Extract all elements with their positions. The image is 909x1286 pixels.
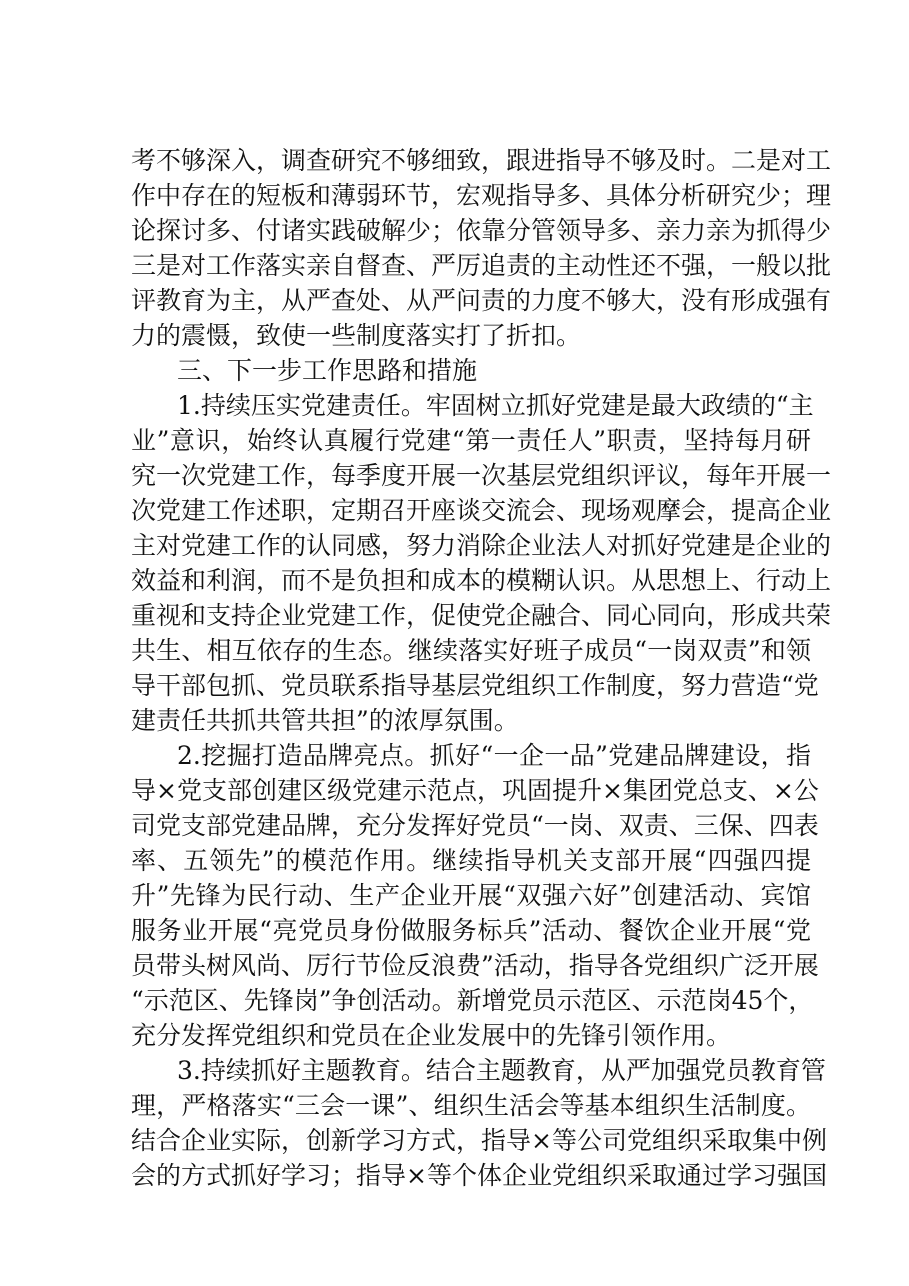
body-line: 主对党建工作的认同感，努力消除企业法人对抓好党建是企业的 bbox=[131, 531, 832, 560]
body-line: 3.持续抓好主题教育。结合主题教育，从严加强党员教育管 bbox=[177, 1056, 826, 1085]
body-line: “示范区、先锋岗”争创活动。新增党员示范区、示范岗45个， bbox=[131, 986, 814, 1015]
body-line: 导×党支部创建区级党建示范点，巩固提升×集团党总支、×公 bbox=[131, 776, 819, 805]
body-line: 共生、相互依存的生态。继续落实好班子成员“一岗双责”和领 bbox=[131, 636, 811, 665]
body-line: 1.持续压实党建责任。牢固树立抓好党建是最大政绩的“主 bbox=[177, 391, 814, 420]
body-line: 服务业开展“亮党员身份做服务标兵”活动、餐饮企业开展“党 bbox=[131, 916, 811, 945]
body-line: 论探讨多、付诸实践破解少；依靠分管领导多、亲力亲为抓得少 bbox=[131, 216, 832, 245]
body-line: 2.挖掘打造品牌亮点。抓好“一企一品”党建品牌建设，指 bbox=[177, 741, 811, 770]
body-line: 效益和利润，而不是负担和成本的模糊认识。从思想上、行动上 bbox=[131, 566, 832, 595]
body-line: 力的震慑，致使一些制度落实打了折扣。 bbox=[131, 321, 582, 350]
body-line: 理，严格落实“三会一课”、组织生活会等基本组织生活制度。 bbox=[131, 1091, 811, 1120]
section-heading: 三、下一步工作思路和措施 bbox=[177, 356, 478, 385]
body-line: 三是对工作落实亲自督查、严厉追责的主动性还不强，一般以批 bbox=[131, 251, 832, 280]
body-line: 率、五领先”的模范作用。继续指导机关支部开展“四强四提 bbox=[131, 846, 811, 875]
body-line: 业”意识，始终认真履行党建“第一责任人”职责，坚持每月研 bbox=[131, 426, 811, 455]
body-line: 作中存在的短板和薄弱环节，宏观指导多、具体分析研究少；理 bbox=[131, 181, 832, 210]
body-line: 建责任共抓共管共担”的浓厚氛围。 bbox=[131, 706, 519, 735]
body-line: 究一次党建工作，每季度开展一次基层党组织评议，每年开展一 bbox=[131, 461, 832, 490]
body-line: 导干部包抓、党员联系指导基层党组织工作制度，努力营造“党 bbox=[131, 671, 819, 700]
body-line: 次党建工作述职，定期召开座谈交流会、现场观摩会，提高企业 bbox=[131, 496, 832, 525]
body-line: 会的方式抓好学习；指导×等个体企业党组织采取通过学习强国 bbox=[131, 1161, 827, 1190]
body-line: 重视和支持企业党建工作，促使党企融合、同心同向，形成共荣 bbox=[131, 601, 832, 630]
body-line: 考不够深入，调查研究不够细致，跟进指导不够及时。二是对工 bbox=[131, 146, 832, 175]
body-line: 司党支部党建品牌，充分发挥好党员“一岗、双责、三保、四表 bbox=[131, 811, 819, 840]
body-line: 充分发挥党组织和党员在企业发展中的先锋引领作用。 bbox=[131, 1021, 732, 1050]
body-line: 评教育为主，从严查处、从严问责的力度不够大，没有形成强有 bbox=[131, 286, 832, 315]
body-line: 员带头树风尚、厉行节俭反浪费”活动，指导各党组织广泛开展 bbox=[131, 951, 819, 980]
document-body bbox=[131, 143, 832, 1193]
body-line: 结合企业实际，创新学习方式，指导×等公司党组织采取集中例 bbox=[131, 1126, 827, 1155]
body-line: 升”先锋为民行动、生产企业开展“双强六好”创建活动、宾馆 bbox=[131, 881, 811, 910]
